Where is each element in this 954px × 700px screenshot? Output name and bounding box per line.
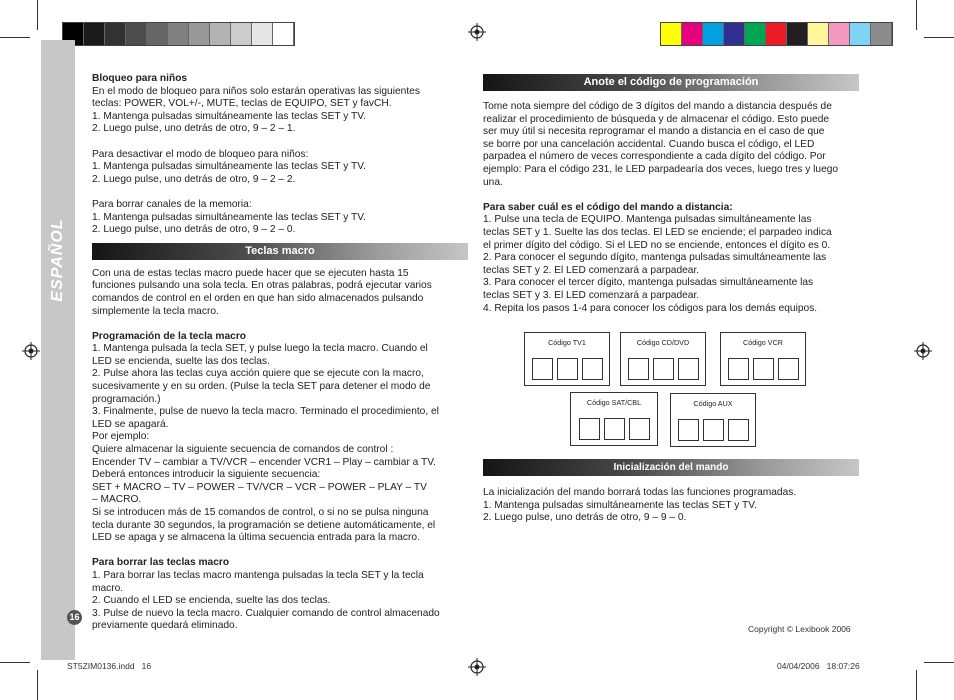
paragraph: [92, 86, 468, 237]
language-label: ESPAÑOL: [49, 218, 66, 302]
code-box: [570, 392, 658, 446]
text-line: 2. Luego pulse, uno detrás de otro, 9 – 2 – 1.: [92, 123, 296, 135]
text-line: funciones pulsando una sola tecla. En otras palabras, podrá ejecutar varios: [92, 280, 432, 292]
text-line: La inicialización del mando borrará todas las funciones programadas.: [483, 487, 797, 498]
color-swatch: [724, 23, 745, 45]
code-digit-cell: [678, 358, 699, 380]
text-line: – MACRO.: [92, 494, 142, 506]
text-line: 1. Mantenga pulsadas simultáneamente las teclas SET y TV.: [92, 211, 366, 223]
code-box: [620, 332, 706, 386]
text-line: 3. Para conocer el tercer dígito, mantenga pulsadas simultáneamente las: [483, 277, 814, 289]
color-swatch: [252, 23, 273, 45]
text-line: comandos de control en el orden en que han sido almacenados pulsando: [92, 292, 424, 304]
text-line: tecla durante 30 segundos, la programación se detiene automáticamente, el: [92, 519, 436, 531]
color-swatch: [84, 23, 105, 45]
right-column-lower: [483, 459, 859, 525]
section-title-bar: Teclas macro: [92, 243, 468, 260]
paragraph: [483, 101, 859, 189]
text-line: 1. Mantenga pulsadas simultáneamente las teclas SET y TV.: [92, 161, 366, 173]
text-line: 4. Repita los pasos 1-4 para conocer los códigos para los demás equipos.: [483, 302, 818, 314]
code-box-label: Código SAT/CBL: [586, 398, 642, 407]
text-line: En el modo de bloqueo para niños solo estarán operativas las siguientes: [92, 85, 420, 97]
text-line: Si se introducen más de 15 comandos de control, o si no se pulsa ninguna: [92, 507, 429, 518]
text-line: programación.): [92, 393, 161, 405]
text-line: 1. Pulse una tecla de EQUIPO. Mantenga pulsadas simultáneamente las: [483, 214, 812, 226]
color-swatch: [745, 23, 766, 45]
text-line: 2. Luego pulse, uno detrás de otro, 9 – 2 – 0.: [92, 224, 296, 236]
code-digit-cell: [579, 418, 600, 440]
crop-mark: [924, 662, 954, 663]
code-box-label: Código CD/DVD: [636, 338, 690, 347]
section-title-bar: Anote el código de programación: [483, 74, 859, 91]
text-line: Con una de estas teclas macro puede hacer que se ejecuten hasta 15: [92, 267, 409, 279]
color-swatch: [147, 23, 168, 45]
text-line: 2. Luego pulse, uno detrás de otro, 9 – 2 – 2.: [92, 173, 296, 185]
color-swatch: [787, 23, 808, 45]
code-digit-cell: [629, 418, 650, 440]
color-swatch: [808, 23, 829, 45]
code-digit-cell: [628, 358, 649, 380]
text-line: LED se apaga y se almacena la última secuencia entrada para la macro.: [92, 532, 420, 544]
paragraph: [92, 343, 468, 545]
section-heading: Para borrar las teclas macro: [92, 557, 230, 569]
color-swatch: [766, 23, 787, 45]
code-digit-cell: [728, 358, 749, 380]
crop-mark: [37, 0, 38, 30]
text-line: teclas SET y 1. Suelte las dos teclas. El LED se enciende; el parpadeo indica: [483, 226, 832, 238]
code-digit-cell: [778, 358, 799, 380]
text-line: 1. Para borrar las teclas macro mantenga pulsadas la tecla SET y la tecla: [92, 569, 424, 581]
color-swatch: [231, 23, 252, 45]
text-line: macro.: [92, 582, 124, 594]
paragraph: [92, 268, 468, 318]
color-swatch: [829, 23, 850, 45]
text-line: teclas SET y 2. El LED comenzará a parpadear.: [483, 264, 700, 276]
crop-mark: [916, 0, 917, 30]
text-line: 1. Mantenga pulsadas simultáneamente las teclas SET y TV.: [483, 499, 757, 511]
text-line: teclas: POWER, VOL+/-, MUTE, teclas de EQUIPO, SET y favCH.: [92, 98, 392, 110]
code-box-label: Código VCR: [743, 338, 783, 347]
text-line: Por ejemplo:: [92, 431, 150, 443]
code-digit-cell: [728, 419, 749, 441]
color-swatch: [273, 23, 294, 45]
text-line: Para borrar canales de la memoria:: [92, 198, 252, 210]
text-line: [92, 136, 468, 149]
paragraph: [92, 570, 468, 633]
text-line: Para desactivar el modo de bloqueo para niños:: [92, 148, 309, 160]
code-digit-cell: [604, 418, 625, 440]
text-line: sucesivamente y en su orden. (Pulse la tecla SET para detener el modo de: [92, 381, 431, 393]
code-box: [670, 393, 756, 447]
section-heading: Programación de la tecla macro: [92, 330, 247, 342]
text-line: se borre por una cancelación accidental. Cuando busca el código, el LED: [483, 138, 815, 150]
paragraph: [483, 214, 859, 315]
text-line: previamente quedará eliminado.: [92, 620, 238, 632]
registration-mark-icon: [22, 342, 40, 360]
text-line: Deberá entonces introducir la siguiente secuencia:: [92, 469, 321, 481]
color-swatch: [168, 23, 189, 45]
registration-mark-icon: [914, 342, 932, 360]
color-swatch: [871, 23, 892, 45]
code-digit-cell: [557, 358, 578, 380]
text-line: LED se encienda, suelte las dos teclas.: [92, 355, 270, 367]
language-sidebar: [41, 40, 75, 660]
text-line: una.: [483, 176, 503, 188]
text-line: 1. Mantenga pulsada la tecla SET, y pulse luego la tecla macro. Cuando el: [92, 343, 428, 355]
color-swatch: [105, 23, 126, 45]
text-line: teclas SET y 3. El LED comenzará a parpadear.: [483, 289, 700, 301]
section-heading: Bloqueo para niños: [92, 73, 188, 84]
text-line: 2. Para conocer el segundo dígito, mantenga pulsadas simultáneamente las: [483, 252, 827, 264]
color-swatch: [189, 23, 210, 45]
code-digit-cell: [653, 358, 674, 380]
color-swatch: [210, 23, 231, 45]
crop-mark: [916, 670, 917, 700]
color-swatch: [682, 23, 703, 45]
text-line: realizar el procedimiento de búsqueda y de almacenar el código. Esto puede: [483, 113, 830, 125]
crop-mark: [0, 662, 30, 663]
paragraph: [483, 487, 859, 525]
right-column: [483, 74, 859, 315]
registration-mark-icon: [468, 23, 486, 41]
text-line: LED se apagará.: [92, 418, 169, 430]
section-heading: Para saber cuál es el código del mando a distancia:: [483, 201, 733, 213]
text-line: Encender TV – cambiar a TV/VCR – encender VCR1 – Play – cambiar a TV.: [92, 456, 436, 468]
code-digit-cell: [582, 358, 603, 380]
text-line: 3. Pulse de nuevo la tecla macro. Cualquier comando de control almacenado: [92, 607, 440, 619]
text-line: 2. Pulse ahora las teclas cuya acción quiere que se ejecute con la macro,: [92, 368, 424, 380]
grayscale-color-bar: [62, 22, 295, 46]
text-line: 2. Cuando el LED se encienda, suelte las dos teclas.: [92, 595, 331, 607]
registration-mark-icon: [468, 658, 486, 676]
crop-mark: [0, 37, 30, 38]
color-swatch: [126, 23, 147, 45]
text-line: Quiere almacenar la siguiente secuencia de comandos de control :: [92, 444, 394, 456]
section-title-bar: Inicialización del mando: [483, 459, 859, 476]
page-number: 16: [67, 610, 82, 625]
text-line: ejemplo: Para el código 231, le LED parpadearía dos veces, luego tres y luego: [483, 163, 839, 175]
copyright-text: Copyright © Lexibook 2006: [748, 624, 851, 634]
color-swatch: [661, 23, 682, 45]
text-line: simplemente la tecla macro.: [92, 305, 219, 317]
code-box: [720, 332, 806, 386]
text-line: Tome nota siempre del código de 3 dígitos del mando a distancia después de: [483, 101, 832, 112]
text-line: 1. Mantenga pulsadas simultáneamente las teclas SET y TV.: [92, 110, 366, 122]
code-box: [524, 332, 610, 386]
code-digit-cell: [753, 358, 774, 380]
color-swatch: [850, 23, 871, 45]
code-digit-cell: [532, 358, 553, 380]
code-digit-cell: [678, 419, 699, 441]
text-line: 2. Luego pulse, uno detrás de otro, 9 – 9 – 0.: [483, 512, 687, 524]
text-line: [92, 186, 468, 199]
crop-mark: [37, 670, 38, 700]
file-name-slug: ST5ZIM0136.indd 16: [67, 661, 152, 671]
code-digit-cell: [703, 419, 724, 441]
text-line: el primer dígito del código. Si el LED no se enciende, entonces el dígito es 0.: [483, 239, 831, 251]
text-line: SET + MACRO – TV – POWER – TV/VCR – VCR – POWER – PLAY – TV: [92, 481, 427, 493]
code-box-label: Código TV1: [548, 338, 586, 347]
text-line: ser muy útil si necesita reprogramar el mando a distancia en el caso de que: [483, 126, 825, 138]
date-time-slug: 04/04/2006 18:07:26: [777, 661, 860, 671]
text-line: 3. Finalmente, pulse de nuevo la tecla macro. Terminado el procedimiento, el: [92, 406, 439, 418]
crop-mark: [924, 37, 954, 38]
color-swatch: [703, 23, 724, 45]
left-column: [92, 73, 468, 633]
color-calibration-bar: [660, 22, 893, 46]
code-box-label: Código AUX: [693, 399, 733, 408]
text-line: parpadea el número de veces correspondiente a cada dígito del código. Por: [483, 151, 826, 163]
